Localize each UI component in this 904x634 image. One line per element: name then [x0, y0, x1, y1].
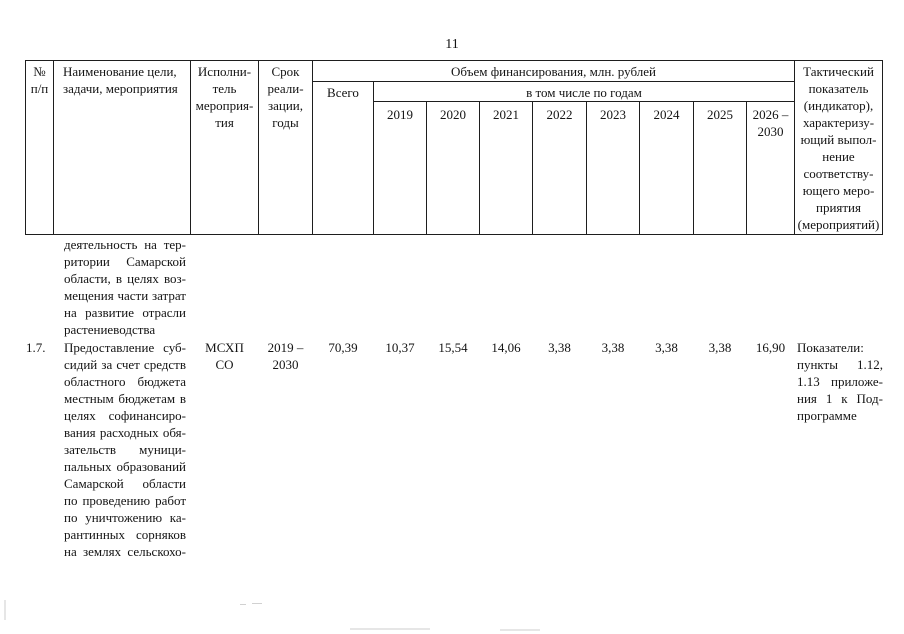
header-num: № п/п	[30, 64, 49, 96]
scan-mark	[252, 603, 262, 604]
row-number: 1.7.	[26, 340, 46, 355]
header-total: Всего	[327, 85, 359, 100]
header-indicator: Тактический показатель (индикатор), характеризу- ющий выпол- нение соответству- ющего меро- приятия (мероприятий)	[797, 64, 880, 232]
header-year-2022: 2022	[546, 107, 573, 122]
page-number: 11	[445, 37, 459, 52]
row-value-2020: 15,54	[438, 340, 468, 355]
header-by-years: в том числе по годам	[526, 85, 642, 100]
header-year-2024: 2024	[653, 107, 680, 122]
row-indicator: Показатели: пункты 1.12, 1.13 приложе- ния 1 к Под- программе	[797, 340, 883, 423]
table-header	[25, 60, 883, 235]
header-name: Наименование цели, задачи, мероприятия	[63, 64, 178, 96]
row-value-2026-2030: 16,90	[755, 340, 786, 355]
header-funding-title: Объем финансирования, млн. рублей	[451, 64, 656, 79]
header-year-2025: 2025	[707, 107, 733, 122]
header-year-2019: 2019	[387, 107, 413, 122]
scan-mark	[240, 604, 246, 605]
row-executor: МСХП СО	[205, 340, 244, 372]
scan-mark	[500, 629, 540, 631]
header-term: Срок реали- зации, годы	[267, 64, 304, 130]
header-year-2021: 2021	[493, 107, 519, 122]
row-value-2022: 3,38	[548, 340, 571, 355]
row-term: 2019 – 2030	[267, 340, 304, 372]
row-value-2023: 3,38	[601, 340, 625, 355]
header-executor: Исполни- тель мероприя- тия	[195, 64, 254, 130]
scan-mark	[4, 600, 6, 620]
header-year-2023: 2023	[600, 107, 626, 122]
row-value-2025: 3,38	[708, 340, 732, 355]
row-name: Предоставление суб- сидий за счет средств областного бюджета местным бюджетам в целях софинансиро- вания расходных обя- зательств муници- пальных образований Самарской области по проведению работ по уничтожению ка- рантинных сорняков на землях сельскохо-	[64, 340, 186, 559]
row-value-2019: 10,37	[385, 340, 415, 355]
continuation-text: деятельность на тер- ритории Самарской области, в целях воз- мещения части затрат на развитие отрасли растениеводства	[64, 237, 186, 337]
header-year-2026-2030: 2026 – 2030	[752, 107, 789, 139]
row-value-2021: 14,06	[491, 340, 521, 355]
header-year-2020: 2020	[440, 107, 466, 122]
row-value-2024: 3,38	[655, 340, 678, 355]
scan-mark	[350, 628, 430, 630]
row-total: 70,39	[328, 340, 358, 355]
